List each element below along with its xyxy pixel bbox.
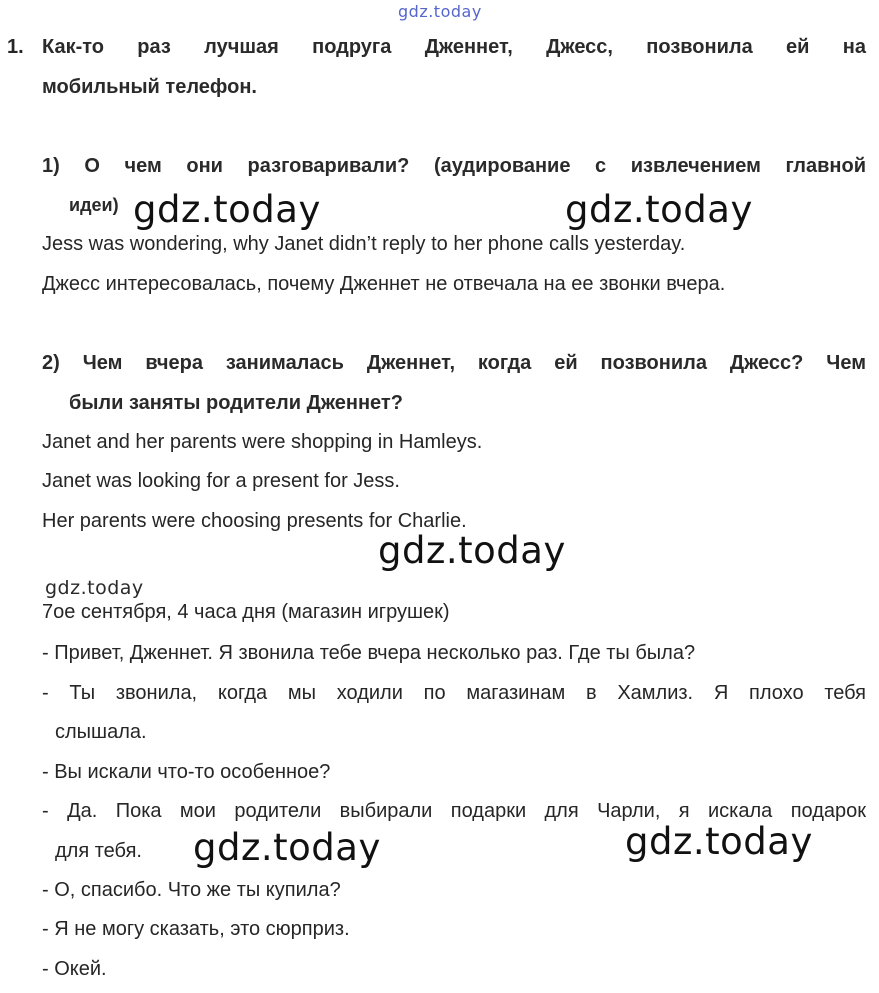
task-number: 1. (7, 36, 24, 58)
dialogue-line-continued: для тебя. (55, 840, 142, 862)
question1-line2: идеи) (69, 195, 119, 215)
dialogue-line: - Я не могу сказать, это сюрприз. (42, 918, 350, 940)
question1-answer-ru: Джесс интересовалась, почему Дженнет не отвечала на ее звонки вчера. (42, 273, 726, 295)
task-heading-line1: Как-то раз лучшая подруга Дженнет, Джесс, позвонила ей на (42, 36, 866, 58)
question2-answer-3: Her parents were choosing presents for Charlie. (42, 510, 467, 532)
dialogue-line-continued: слышала. (55, 721, 147, 743)
watermark: gdz.today (378, 529, 566, 572)
task-heading-line2: мобильный телефон. (42, 76, 257, 98)
watermark: gdz.today (133, 188, 321, 231)
watermark-top: gdz.today (398, 2, 482, 21)
dialogue-line: - О, спасибо. Что же ты купила? (42, 879, 341, 901)
question2-answer-2: Janet was looking for a present for Jess. (42, 470, 400, 492)
dialogue-line: - Окей. (42, 958, 107, 980)
dialogue-line: - Да. Пока мои родители выбирали подарки для Чарли, я искала подарок (42, 800, 866, 822)
question1-line1: 1) О чем они разговаривали? (аудирование с извлечением главной (42, 155, 866, 177)
watermark-small: gdz.today (45, 577, 144, 599)
dialogue-line: - Ты звонила, когда мы ходили по магазинам в Хамлиз. Я плохо тебя (42, 682, 866, 704)
question2-answer-1: Janet and her parents were shopping in Hamleys. (42, 431, 483, 453)
watermark: gdz.today (625, 820, 813, 863)
watermark: gdz.today (193, 826, 381, 869)
watermark: gdz.today (565, 188, 753, 231)
dialogue-line: - Вы искали что-то особенное? (42, 761, 331, 783)
question1-answer-en: Jess was wondering, why Janet didn’t reply to her phone calls yesterday. (42, 233, 686, 255)
dialogue-setting: 7ое сентября, 4 часа дня (магазин игрушек) (42, 601, 450, 623)
question2-line1: 2) Чем вчера занималась Дженнет, когда ей позвонила Джесс? Чем (42, 352, 866, 374)
dialogue-line: - Привет, Дженнет. Я звонила тебе вчера несколько раз. Где ты была? (42, 642, 696, 664)
question2-line2: были заняты родители Дженнет? (69, 392, 403, 414)
